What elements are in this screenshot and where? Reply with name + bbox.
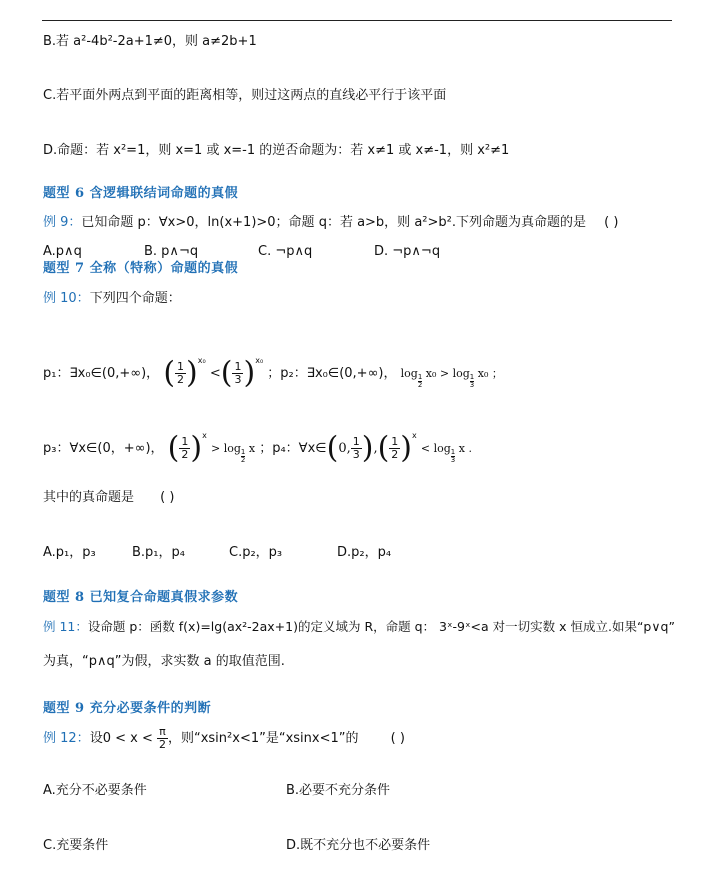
p1-label: p₁： xyxy=(43,366,70,381)
example10-label: 例 10： xyxy=(43,291,90,306)
p1-text: ∃x₀∈(0,+∞)， xyxy=(69,366,160,381)
fraction-one-third: $\frac{1}{3}$ xyxy=(234,360,242,386)
example10-option-d: D.p₂，p₄ xyxy=(337,545,392,560)
p3-p4-row: p₃：∀x∈(0，+∞)， ( $\frac{1}{2}$ )$^x$ > log $\frac{1}{2}$ x ；p₄：∀x∈(0, $\frac{1}{3}$ ),( $\frac{1}{2}$ )$^x$ < log $\frac{1}{3}$ x . xyxy=(43,430,472,466)
fraction-pi-over-2: $\frac{\pi}{2}$ xyxy=(158,725,166,751)
example10-text: 下列四个命题： xyxy=(89,291,181,306)
type8-heading: 题型 8 已知复合命题真假求参数 xyxy=(43,590,239,605)
option-d-line: D.命题：若 x²=1，则 x=1 或 x=-1 的逆否命题为：若 x≠1 或 x≠-1，则 x²≠1 xyxy=(43,143,510,158)
example9-option-b: B. p∧¬q xyxy=(144,244,199,259)
example11 xyxy=(43,618,675,636)
p2-text: ∃x₀∈(0,+∞)， xyxy=(306,366,397,381)
example12-blank: ( ) xyxy=(390,731,405,746)
p2-label: ；p₂： xyxy=(267,366,307,381)
example10-blank: ( ) xyxy=(160,490,175,505)
type9-heading: 题型 9 充分必要条件的判断 xyxy=(43,701,212,716)
example9-label: 例 9： xyxy=(43,215,82,230)
example12-post: ，则“xsin²x<1”是“xsinx<1”的 xyxy=(167,731,359,746)
paren-close: ) xyxy=(186,355,198,391)
example9-option-d: D. ¬p∧¬q xyxy=(374,244,441,259)
example11-text: 设命题 p：函数 f(x)=lg(ax²-2ax+1)的定义域为 R，命题 q： 3ˣ-9ˣ<a 对一切实数 x 恒成立.如果“p∨q” xyxy=(87,619,675,634)
example10-question xyxy=(43,489,174,507)
example9-blank: ( ) xyxy=(604,215,619,230)
example11-label: 例 11： xyxy=(43,619,88,634)
example12-pre: 设0 < x < xyxy=(89,731,153,746)
example12-option-a: A.充分不必要条件 xyxy=(43,783,147,798)
example12-option-b: B.必要不充分条件 xyxy=(286,783,391,798)
header-rule xyxy=(42,20,672,21)
example12 xyxy=(43,724,405,754)
p1-p2-row: p₁：∃x₀∈(0,+∞)， ( $\frac{1}{2}$ )$^{x_0}$ <( $\frac{1}{3}$ )$^{x_0}$ ；p₂：∃x₀∈(0,+∞)， log $\frac{1}{2}$ x₀ > log $\frac{1}{3}$ x₀ ； xyxy=(43,355,503,391)
example9-text: 已知命题 p：∀x>0，ln(x+1)>0；命题 q：若 a>b，则 a²>b².下列命题为真命题的是 xyxy=(81,215,586,230)
paren-open: ( xyxy=(163,355,176,391)
example10-option-b: B.p₁，p₄ xyxy=(132,545,185,560)
example10 xyxy=(43,290,181,308)
p4-text: ∀x∈ xyxy=(298,441,327,456)
p3-label: p₃： xyxy=(43,441,70,456)
type6-heading: 题型 6 含逻辑联结词命题的真假 xyxy=(43,186,239,201)
p4-label: ；p₄： xyxy=(259,441,299,456)
example9-option-a: A.p∧q xyxy=(43,244,82,259)
example11-line2: 为真，“p∧q”为假，求实数 a 的取值范围. xyxy=(43,654,285,669)
type7-heading: 题型 7 全称（特称）命题的真假 xyxy=(43,261,239,276)
example10-option-c: C.p₂，p₃ xyxy=(229,545,283,560)
p3-text: ∀x∈(0，+∞)， xyxy=(69,441,164,456)
example12-option-c: C.充要条件 xyxy=(43,838,109,853)
option-b-line: B.若 a²-4b²-2a+1≠0，则 a≠2b+1 xyxy=(43,34,257,49)
example9-option-c: C. ¬p∧q xyxy=(258,244,313,259)
example10-question-text: 其中的真命题是 xyxy=(43,490,135,505)
example10-option-a: A.p₁，p₃ xyxy=(43,545,96,560)
option-c-line: C.若平面外两点到平面的距离相等，则过这两点的直线必平行于该平面 xyxy=(43,88,447,103)
example12-option-d: D.既不充分也不必要条件 xyxy=(286,838,431,853)
fraction-one-half: $\frac{1}{2}$ xyxy=(177,360,185,386)
example9 xyxy=(43,214,618,232)
example12-label: 例 12： xyxy=(43,731,90,746)
